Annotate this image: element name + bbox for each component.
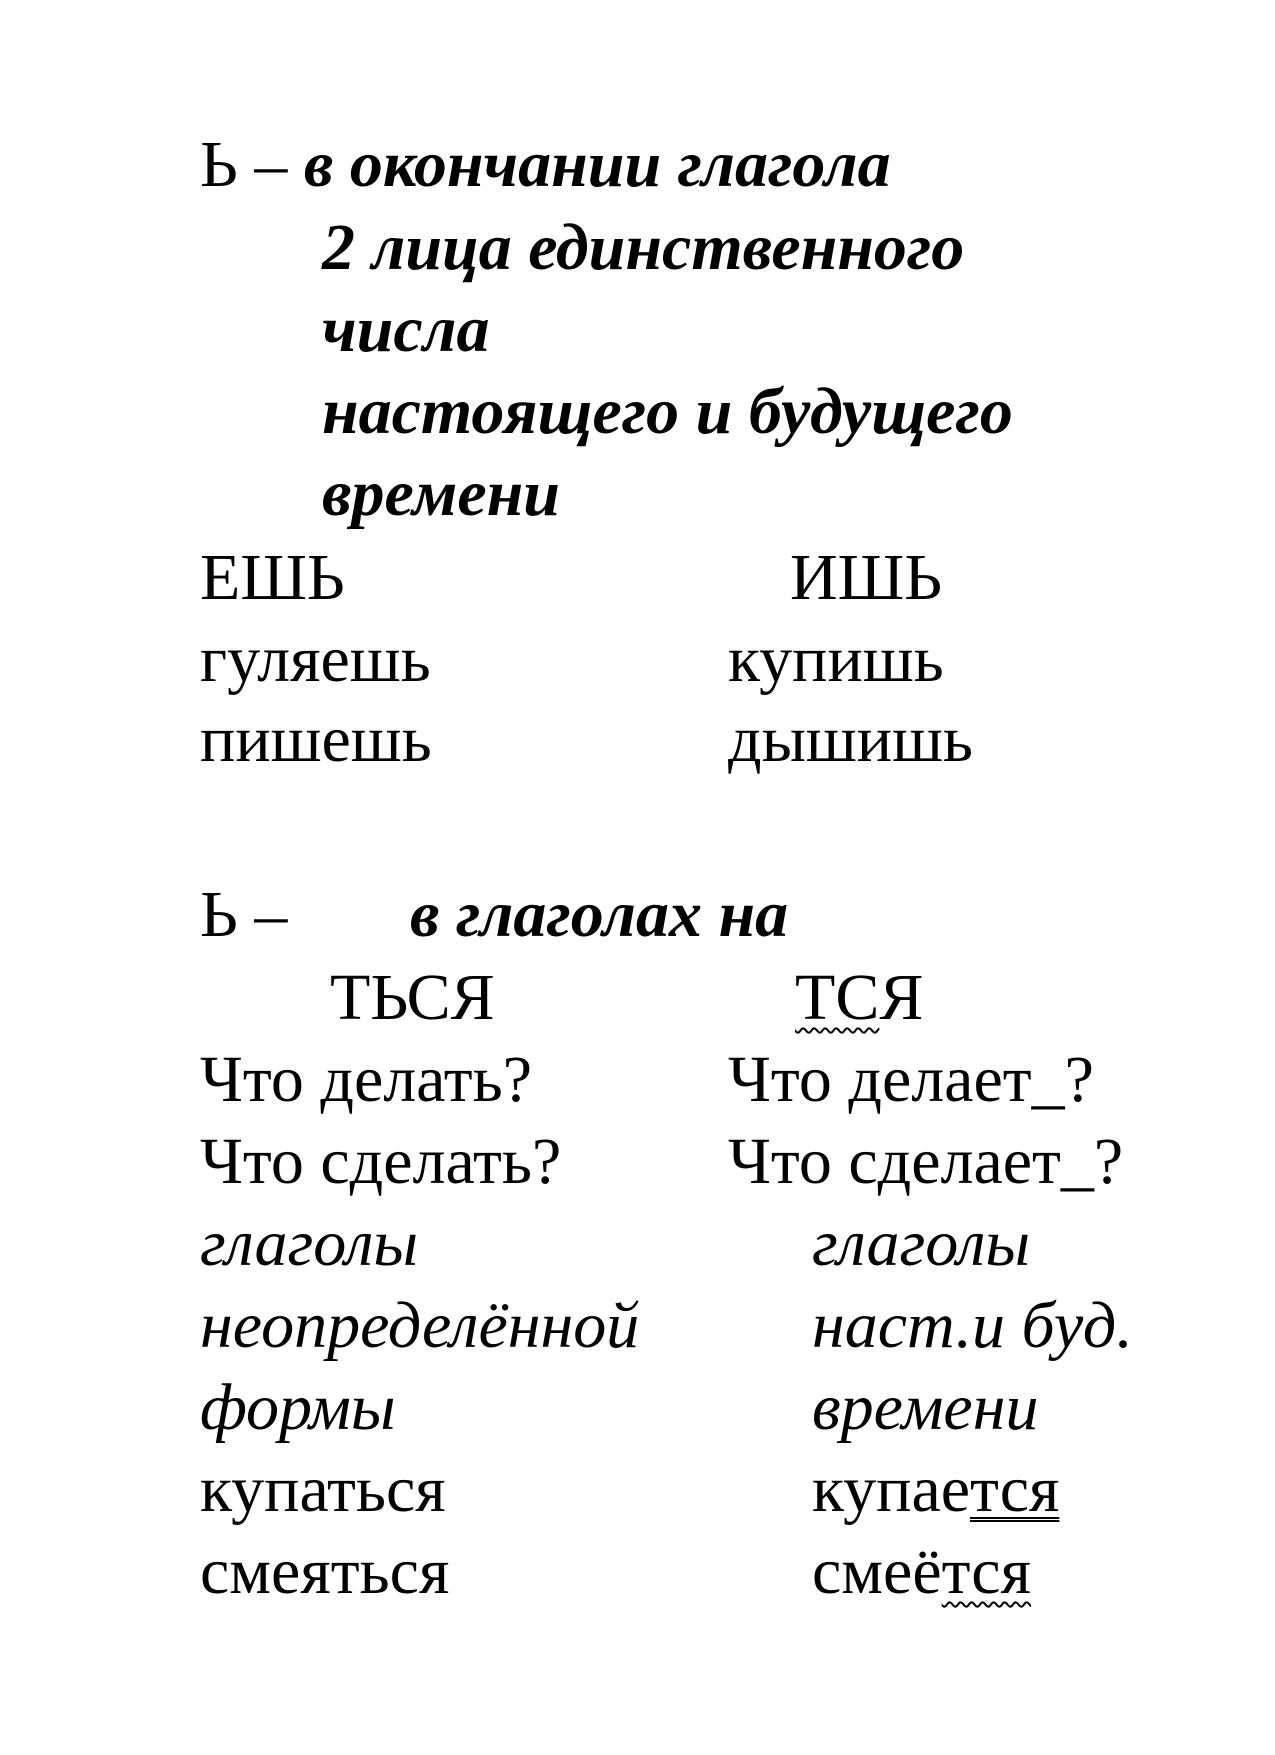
desc-right-2: наст.и буд.: [812, 1289, 1133, 1362]
desc-left-2: неопределённой: [200, 1289, 640, 1362]
question-right-1: Что делает_?: [728, 1043, 1094, 1116]
example-tsya-soft-2: смеяться: [200, 1535, 450, 1608]
section1-heading: [200, 128, 891, 201]
example-left-1: гуляешь: [200, 623, 431, 696]
example-left-2: пишешь: [200, 703, 432, 776]
section2-rule: в глаголах на: [410, 878, 789, 951]
desc-left-1: глаголы: [200, 1207, 419, 1280]
desc-right-1: глаголы: [812, 1207, 1031, 1280]
example-tsya-2-suffix: тся: [941, 1535, 1031, 1608]
example-tsya-2: [812, 1535, 1031, 1608]
desc-left-3: формы: [200, 1371, 396, 1444]
rule-line-1: в окончании глагола: [303, 128, 891, 201]
example-tsya-1-suffix: тся: [970, 1453, 1060, 1526]
column-header-tsya-soft: ТЬСЯ: [330, 961, 495, 1034]
example-right-2: дышишь: [728, 703, 973, 776]
rule-line-5: времени: [322, 457, 560, 530]
soft-sign-marker: Ь –: [200, 128, 288, 201]
column-header-tsya: [795, 961, 924, 1034]
tsya-rest: Я: [879, 961, 924, 1034]
example-tsya-2-stem: смеё: [812, 1535, 942, 1608]
desc-right-3: времени: [812, 1371, 1039, 1444]
tsya-underlined-part: ТС: [795, 961, 880, 1034]
example-tsya-1: [812, 1453, 1060, 1526]
rule-line-2: 2 лица единственного: [322, 211, 965, 284]
section2-marker: Ь –: [200, 878, 288, 951]
column-header-esh: ЕШЬ: [200, 541, 345, 614]
question-left-2: Что сделать?: [200, 1125, 562, 1198]
column-header-ish: ИШЬ: [790, 541, 943, 614]
rule-line-4: настоящего и будущего: [322, 375, 1013, 448]
example-tsya-1-stem: купае: [812, 1453, 971, 1526]
rule-line-3: числа: [322, 293, 490, 366]
question-left-1: Что делать?: [200, 1043, 532, 1116]
example-tsya-soft-1: купаться: [200, 1453, 446, 1526]
example-right-1: купишь: [728, 623, 944, 696]
question-right-2: Что сделает_?: [728, 1125, 1124, 1198]
document-page: [10, 10, 1260, 1745]
